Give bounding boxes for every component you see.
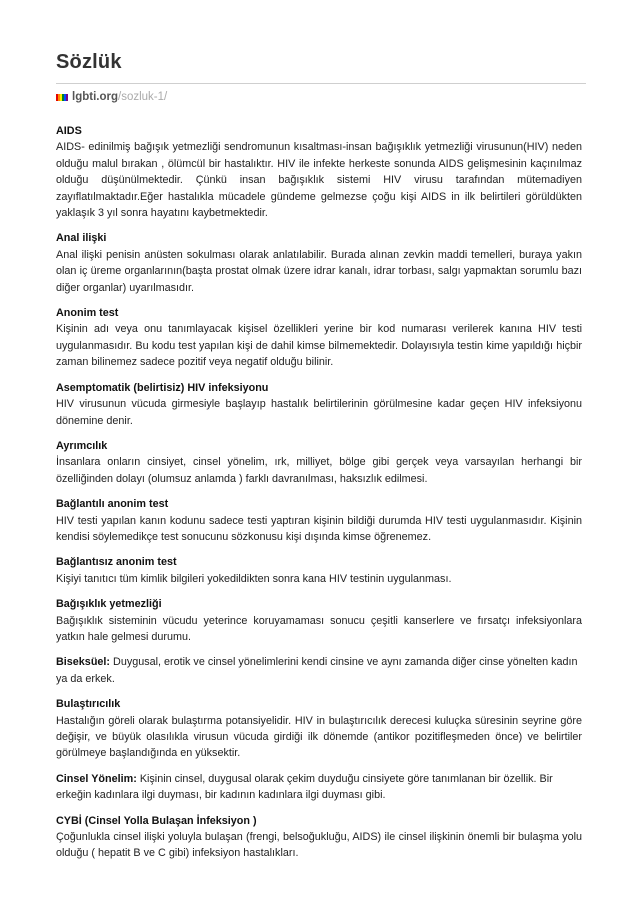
- glossary-entry: [56, 380, 582, 429]
- glossary-definition: Hastalığın göreli olarak bulaştırma potansiyelidir. HIV in bulaştırıcılık derecesi kuluçka süresinin seyrine göre değişir, ve büyük olasılıkla virusun vücuda girdiği ilk dönemde (antikor pozitifleşmeden önce) ve belirtiler görülmeye başlandığında en yüksektir.: [56, 714, 582, 760]
- glossary-term: CYBİ (Cinsel Yolla Bulaşan İnfeksiyon ): [56, 814, 257, 827]
- glossary-term: Cinsel Yönelim:: [56, 772, 137, 785]
- glossary-definition: Anal ilişki penisin anüsten sokulması olarak anlatılabilir. Burada alınan zevkin maddi temelleri, buraya yakın olan iç üreme organlarının(başta prostat olmak üzere idrar kanalı, idrar torbası, salgı yapmaktan sorumlu bazı diğer organlar) uyarılmasıdır.: [56, 248, 582, 294]
- glossary-definition: Kişinin cinsel, duygusal olarak çekim duyduğu cinsiyete göre tanımlanan bir özellik. Bir erkeğin kadınlara ilgi duyması, bir kadının kadınlara ilgi duyması gibi.: [56, 772, 553, 802]
- glossary-entry: [56, 696, 582, 762]
- glossary-entry: [56, 438, 582, 487]
- glossary-definition: Çoğunlukla cinsel ilişki yoluyla bulaşan (frengi, belsoğukluğu, AIDS) ile cinsel ilişkinin önemli bir bulaşma yolu olduğu ( hepatit B ve C gibi) infeksiyon hastalıkları.: [56, 831, 582, 860]
- glossary-definition: Kişinin adı veya onu tanımlayacak kişisel özellikleri yerine bir kod numarası verilerek kanına HIV testi uygulanmasıdır. Bu kodu test yapılan kişi de dahil kimse bilmemektedir. Dolayısıyla testin kime yapıldığı hiçbir zaman bilinemez sadece pozitif veya negatif olduğu bilinir.: [56, 323, 582, 369]
- glossary-term: Bağışıklık yetmezliği: [56, 598, 162, 611]
- glossary-term: Bağlantılı anonim test: [56, 498, 169, 511]
- glossary-entry: [56, 654, 582, 687]
- glossary-entry: [56, 554, 582, 587]
- glossary-entry: [56, 305, 582, 371]
- glossary-term: Bulaştırıcılık: [56, 698, 121, 711]
- glossary-definition: Kişiyi tanıtıcı tüm kimlik bilgileri yokedildikten sonra kana HIV testinin uygulanması.: [56, 572, 452, 585]
- glossary-definition: Bağışıklık sisteminin vücudu yeterince koruyamaması sonucu çeşitli kanserlere ve fırsatçı infeksiyonlara yatkın hale gelmesi durumu.: [56, 614, 582, 643]
- glossary-entry: [56, 230, 582, 296]
- glossary-definition: HIV testi yapılan kanın kodunu sadece testi yaptıran kişinin bildiği durumda HIV testi uygulanmasıdır. Kişinin kendisi söylemedikçe test sonucunu sözkonusu kişi dışında kimse öğrenemez.: [56, 514, 582, 543]
- glossary-term: Biseksüel:: [56, 656, 111, 669]
- glossary-term: Anonim test: [56, 307, 119, 320]
- page-title: Sözlük: [56, 51, 122, 73]
- source-site[interactable]: lgbti.org: [72, 91, 118, 103]
- glossary-entry: [56, 771, 582, 804]
- source-line: [56, 90, 582, 104]
- glossary-definition: AIDS- edinilmiş bağışık yetmezliği sendromunun kısaltması-insan bağışıklık yetmezliği virusunun(HIV) neden olduğu malul bırakan , ölümcül bir hastalıktır. HIV ile infekte herkeste sonunda AIDS gelişmesinin kaçınılmaz olduğu düşünülmektedir. Çünkü insan bağışıklık sistemi HIV virusu tarafından mütemadiyen zayıflatılmaktadır.Eğer hastalıkla mücadele gündeme gelmezse çoğu kişi AIDS in ilk belirtileri görüldükten yaklaşık 3 yıl sonra hayatını kaybetmektedir.: [56, 141, 582, 220]
- glossary-definition: İnsanlara onların cinsiyet, cinsel yönelim, ırk, milliyet, bölge gibi gerçek veya varsayılan herhangi bir özelliğinden dolayı (olumsuz anlamda ) farklı davranılması, haksızlık edilmesi.: [56, 456, 582, 485]
- rainbow-flag-icon: [56, 94, 70, 101]
- glossary-entry: [56, 123, 582, 221]
- glossary-term: AIDS: [56, 125, 82, 137]
- glossary-list: [56, 123, 582, 862]
- glossary-definition: HIV virusunun vücuda girmesiyle başlayıp hastalık belirtilerinin görülmesine kadar geçen HIV infeksiyonu dönemine denir.: [56, 398, 582, 427]
- flag-stripe: [66, 94, 68, 101]
- glossary-definition: Duygusal, erotik ve cinsel yönelimlerini kendi cinsine ve aynı zamanda diğer cinse yönelten kadın ya da erkek.: [56, 656, 578, 685]
- source-path[interactable]: /sozluk-1/: [118, 91, 168, 103]
- glossary-term: Ayrımcılık: [56, 439, 108, 452]
- glossary-term: Bağlantısız anonim test: [56, 556, 177, 569]
- title-divider: [56, 83, 586, 84]
- glossary-term: Anal ilişki: [56, 232, 107, 245]
- glossary-entry: [56, 596, 582, 645]
- glossary-entry: [56, 813, 582, 862]
- glossary-entry: [56, 496, 582, 545]
- glossary-term: Asemptomatik (belirtisiz) HIV infeksiyonu: [56, 381, 269, 394]
